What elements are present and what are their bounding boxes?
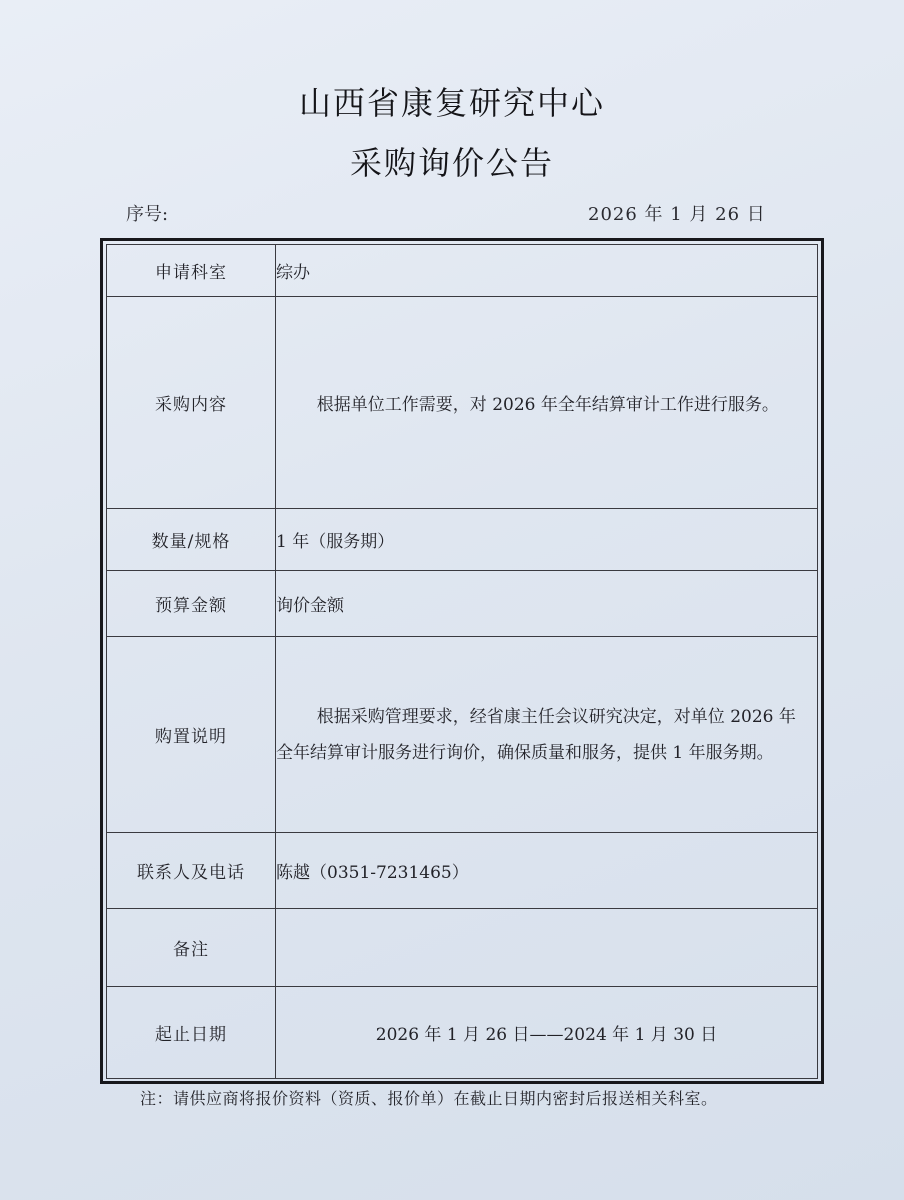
contact-phone-value: 陈越（0351-7231465） [276, 833, 818, 909]
remarks-value [276, 909, 818, 987]
footer-note: 注：请供应商将报价资料（资质、报价单）在截止日期内密封后报送相关科室。 [140, 1089, 718, 1108]
table-row [107, 637, 818, 833]
remarks-label: 备注 [107, 909, 276, 987]
budget-amount-value: 询价金额 [276, 571, 818, 637]
purchase-description-value: 根据采购管理要求，经省康主任会议研究决定，对单位 2026 年全年结算审计服务进行询价，确保质量和服务，提供 1 年服务期。 [276, 706, 796, 763]
table-row [107, 297, 818, 509]
budget-amount-label: 预算金额 [107, 571, 276, 637]
table-row [107, 509, 818, 571]
document-date: 2026 年 1 月 26 日 [588, 204, 766, 225]
serial-number-label: 序号: [126, 204, 169, 225]
procurement-content-label: 采购内容 [107, 297, 276, 509]
quantity-spec-label: 数量/规格 [107, 509, 276, 571]
table-row [107, 571, 818, 637]
date-range-label: 起止日期 [107, 987, 276, 1079]
document-title-line-2: 采购询价公告 [349, 144, 554, 182]
purchase-description-label: 购置说明 [107, 637, 276, 833]
table-row [107, 245, 818, 297]
table-row [107, 987, 818, 1079]
applicant-department-label: 申请科室 [107, 245, 276, 297]
table-row [107, 833, 818, 909]
date-range-value: 2026 年 1 月 26 日——2024 年 1 月 30 日 [276, 987, 818, 1079]
applicant-department-value: 综办 [276, 245, 818, 297]
inquiry-form-table [106, 244, 818, 1079]
contact-phone-label: 联系人及电话 [107, 833, 276, 909]
procurement-content-value: 根据单位工作需要，对 2026 年全年结算审计工作进行服务。 [316, 395, 779, 415]
document-title-line-1: 山西省康复研究中心 [298, 84, 605, 122]
table-row [107, 909, 818, 987]
quantity-spec-value: 1 年（服务期） [276, 509, 818, 571]
